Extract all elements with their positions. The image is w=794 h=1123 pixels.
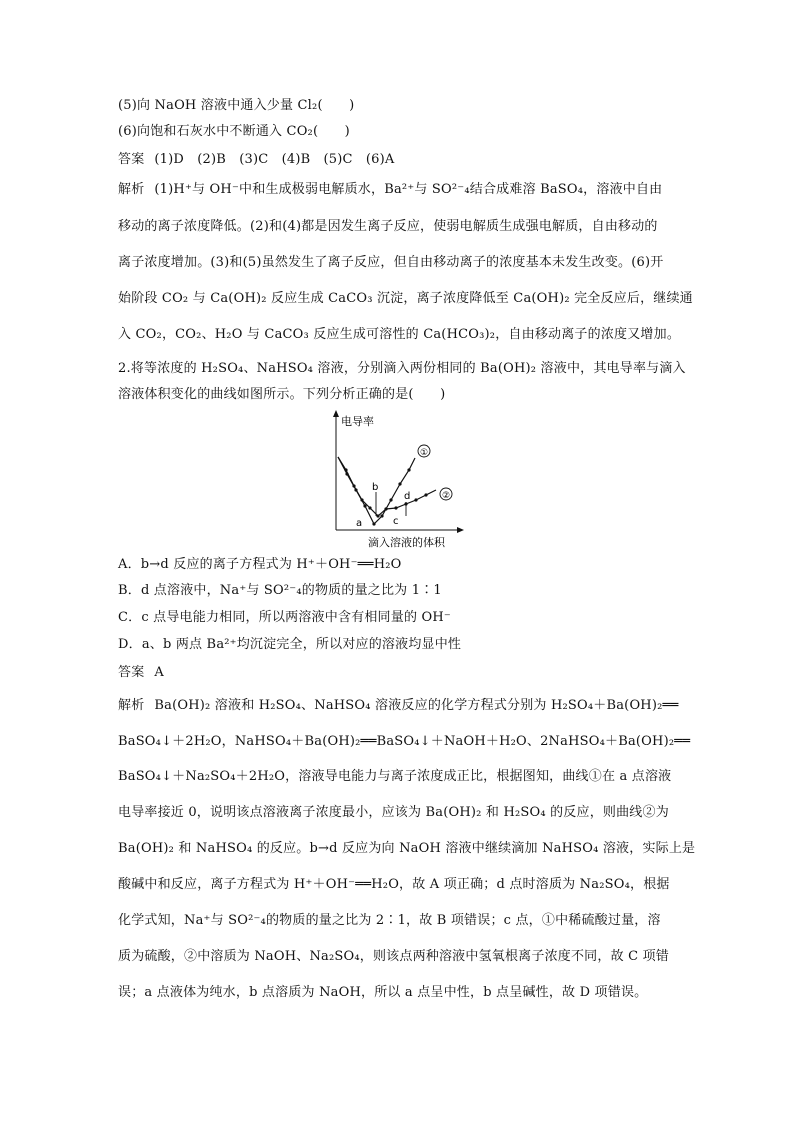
q1-answer	[118, 151, 688, 169]
analysis-text: Ba(OH)₂ 溶液和 H₂SO₄、NaHSO₄ 溶液反应的化学方程式分别为 H₂SO₄＋Ba(OH)₂══	[154, 698, 679, 713]
option-b: B．d 点溶液中，Na⁺与 SO²⁻₄的物质的量之比为 1∶1	[118, 583, 442, 598]
point-d-label: d	[404, 491, 411, 502]
q1-analysis-line: 入 CO₂，CO₂、H₂O 与 CaCO₃ 反应生成可溶性的 Ca(HCO₃)₂，自由移动离子的浓度又增加。	[118, 327, 681, 342]
curve-2-point	[424, 493, 427, 496]
q2-analysis-line: Ba(OH)₂ 和 NaHSO₄ 的反应。b→d 反应为向 NaOH 溶液中继续滴加 NaHSO₄ 溶液，实际上是	[118, 841, 696, 856]
q2-analysis-line: 质为硫酸，②中溶质为 NaOH、Na₂SO₄，则该点两种溶液中氢氧根离子浓度不同，故 C 项错	[118, 949, 669, 964]
q2-analysis-line: 化学式知，Na⁺与 SO²⁻₄的物质的量之比为 2∶1，故 B 项错误；c 点，①中稀硫酸过量，溶	[118, 913, 661, 928]
q2-analysis-line	[118, 697, 688, 715]
curve-2-point	[414, 498, 417, 501]
curve-2-point	[344, 468, 347, 471]
curve-1-point	[372, 522, 375, 525]
curve-2-point	[368, 506, 371, 509]
answer-label: 答案	[118, 152, 145, 167]
curve-2-points	[344, 468, 427, 517]
q2-stem-line: 溶液体积变化的曲线如图所示。下列分析正确的是( )	[118, 387, 446, 402]
curve-2-point	[376, 514, 379, 517]
curve-2-point	[394, 506, 397, 509]
q1-item-5: (5)向 NaOH 溶液中通入少量 Cl₂( )	[118, 98, 355, 113]
analysis-label: 解析	[118, 698, 145, 713]
q2-analysis-line: 电导率接近 0，说明该点溶液离子浓度最小，应该为 Ba(OH)₂ 和 H₂SO₄ 的反应，则曲线②为	[118, 805, 669, 820]
x-axis-arrow	[457, 527, 464, 533]
curve-2-label: ②	[441, 491, 451, 501]
y-axis-label: 电导率	[341, 415, 374, 428]
q2-answer	[118, 664, 688, 682]
q1-analysis-line: 离子浓度增加。(3)和(5)虽然发生了离子反应，但自由移动离子的浓度基本未发生改变。(6)开	[118, 255, 664, 270]
q1-analysis-line	[118, 181, 688, 199]
conductivity-figure	[316, 410, 466, 550]
point-a-label: a	[356, 518, 363, 529]
point-c-label: c	[393, 516, 399, 527]
analysis-text: (1)H⁺与 OH⁻中和生成极弱电解质水，Ba²⁺与 SO²⁻₄结合成难溶 BaSO₄，溶液中自由	[154, 182, 663, 197]
curve-2-point	[360, 498, 363, 501]
curve-1-label: ①	[419, 448, 429, 458]
answer-text: A	[154, 665, 164, 680]
q2-analysis-line: 酸碱中和反应，离子方程式为 H⁺＋OH⁻══H₂O，故 A 项正确；d 点时溶质为 Na₂SO₄，根据	[118, 877, 670, 892]
point-b-label: b	[372, 482, 379, 493]
answer-text: (1)D (2)B (3)C (4)B (5)C (6)A	[154, 152, 395, 167]
option-a: A．b→d 反应的离子方程式为 H⁺＋OH⁻══H₂O	[118, 557, 402, 572]
curve-2-point	[352, 484, 355, 487]
answer-label: 答案	[118, 665, 145, 680]
q1-item-6: (6)向饱和石灰水中不断通入 CO₂( )	[118, 124, 350, 139]
curve-1-point	[407, 468, 410, 471]
q1-analysis-line: 始阶段 CO₂ 与 Ca(OH)₂ 反应生成 CaCO₃ 沉淀，离子浓度降低至 Ca(OH)₂ 完全反应后，继续通	[118, 291, 693, 306]
analysis-label: 解析	[118, 182, 145, 197]
option-d: D．a、b 两点 Ba²⁺均沉淀完全，所以对应的溶液均显中性	[118, 637, 462, 652]
q2-analysis-line: BaSO₄↓＋Na₂SO₄＋2H₂O，溶液导电能力与离子浓度成正比，根据图知，曲线①在 a 点溶液	[118, 769, 672, 784]
q2-analysis-line: BaSO₄↓＋2H₂O，NaHSO₄＋Ba(OH)₂══BaSO₄↓＋NaOH＋H₂O、2NaHSO₄＋Ba(OH)₂══	[118, 734, 691, 749]
x-axis-label: 滴入溶液的体积	[368, 536, 445, 549]
curve-1-point	[380, 514, 383, 517]
q2-stem-line: 2.将等浓度的 H₂SO₄、NaHSO₄ 溶液，分别滴入两份相同的 Ba(OH)₂ 溶液中，其电导率与滴入	[118, 361, 686, 376]
y-axis-arrow	[333, 410, 339, 417]
q1-analysis-line: 移动的离子浓度降低。(2)和(4)都是因发生离子反应，使弱电解质生成强电解质，自由移动的	[118, 219, 658, 234]
curve-1-point	[389, 498, 392, 501]
curve-2-point	[384, 507, 387, 510]
curve-1-point	[398, 482, 401, 485]
q2-analysis-line: 误；a 点液体为纯水，b 点溶质为 NaOH，所以 a 点呈中性，b 点呈碱性，故 D 项错误。	[118, 985, 648, 1000]
option-c: C．c 点导电能力相同，所以两溶液中含有相同量的 OH⁻	[118, 610, 451, 625]
